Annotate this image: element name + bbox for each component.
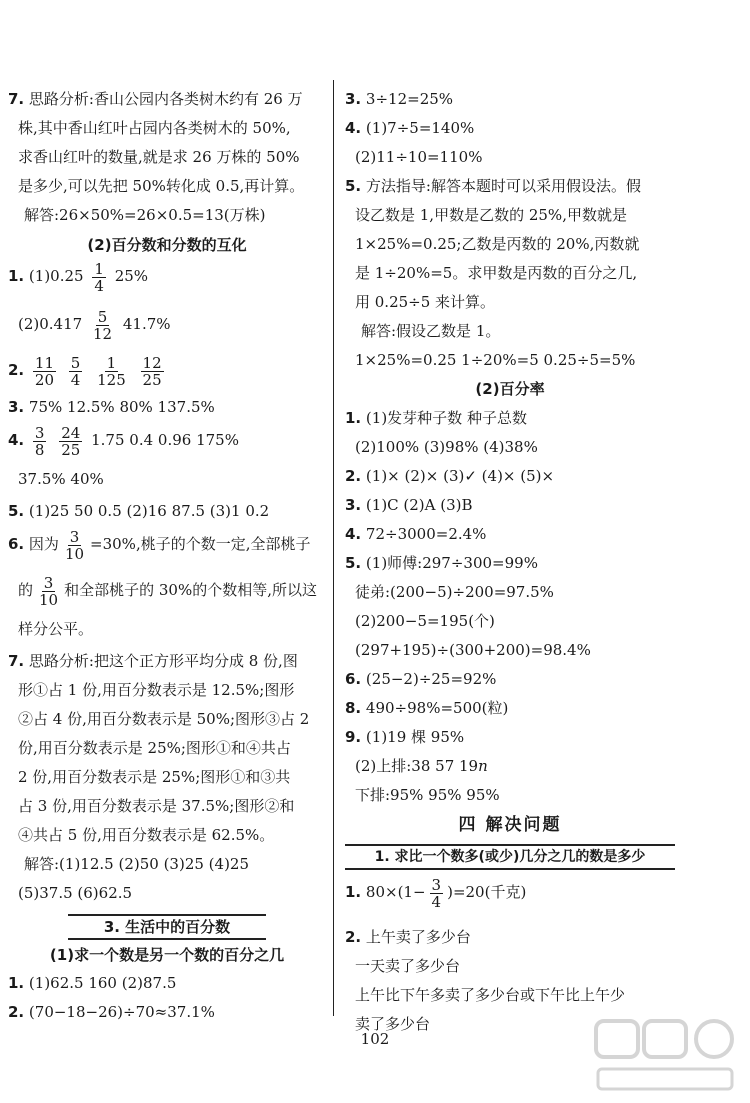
k1-line1: 1. (1)发芽种子数 种子总数	[345, 409, 527, 427]
i5-line: 5. (1)25 50 0.5 (2)16 87.5 (3)1 0.2	[8, 502, 270, 520]
m2-line2: 一天卖了多少台	[355, 957, 461, 975]
i7-line4: 份,用百分数表示是 25%;图形①和④共占	[18, 739, 291, 757]
fraction: $\frac{5}{12}$	[92, 307, 113, 343]
i6-line1: 6. 因为 $\frac{3}{10}$ =30%,桃子的个数一定,全部桃子	[8, 527, 311, 563]
subsection-title: 1. 求比一个数多(或少)几分之几的数是多少	[345, 844, 675, 870]
q7a-answer: 解答:26×50%=26×0.5=13(万株)	[24, 206, 266, 224]
fraction: $\frac{1}{125}$	[97, 353, 126, 389]
heading-percent-rate: (2)百分率	[475, 380, 545, 398]
r4-line2: (2)11÷10=110%	[355, 148, 483, 166]
i3-line: 3. 75% 12.5% 80% 137.5%	[8, 398, 215, 416]
fraction: $\frac{3}{8}$	[34, 423, 45, 459]
q7a-number: 7.	[8, 90, 25, 108]
heading-life-percent: 3. 生活中的百分数	[68, 914, 266, 940]
i7-line5: 2 份,用百分数表示是 25%;图形①和③共	[18, 768, 291, 786]
k9-line3: 下排:95% 95% 95%	[355, 786, 500, 804]
r5-line4: 是 1÷20%=5。求甲数是丙数的百分之几,	[355, 264, 638, 282]
heading-percent-fraction: (2)百分数和分数的互化	[87, 236, 247, 254]
k4-line: 4. 72÷3000=2.4%	[345, 525, 487, 543]
k2-line: 2. (1)× (2)× (3)✓ (4)× (5)×	[345, 467, 555, 485]
fraction: $\frac{3}{4}$	[431, 875, 442, 911]
q7a-line1: 7. 思路分析:香山公园内各类树木约有 26 万	[8, 90, 303, 108]
j1-line: 1. (1)62.5 160 (2)87.5	[8, 974, 177, 992]
i4-line2: 37.5% 40%	[18, 470, 104, 488]
q7a-line3: 求香山红叶的数量,就是求 26 万株的 50%	[18, 148, 300, 166]
k5-line3: (2)200−5=195(个)	[355, 612, 495, 630]
m2-line3: 上午比下午多卖了多少台或下午比上午少	[355, 986, 626, 1004]
m1-line: 1. 80×(1− $\frac{3}{4}$ )=20(千克)	[345, 875, 527, 911]
i1-line2: (2)0.417 $\frac{5}{12}$ 41.7%	[18, 307, 171, 343]
r5-line2: 设乙数是 1,甲数是乙数的 25%,甲数就是	[355, 206, 627, 224]
fraction: $\frac{11}{20}$	[34, 353, 55, 389]
r5-line1: 5. 方法指导:解答本题时可以采用假设法。假	[345, 177, 641, 195]
fraction: $\frac{1}{4}$	[94, 259, 104, 295]
page-number: 102	[360, 1030, 390, 1048]
k6-line: 6. (25−2)÷25=92%	[345, 670, 497, 688]
fraction: $\frac{3}{10}$	[39, 573, 59, 609]
k8-line: 8. 490÷98%=500(粒)	[345, 699, 509, 717]
r5-answer1: 解答:假设乙数是 1。	[361, 322, 501, 340]
fraction: $\frac{24}{25}$	[61, 423, 81, 459]
r3-line: 3. 3÷12=25%	[345, 90, 454, 108]
q7a-line2: 株,其中香山红叶占园内各类树木的 50%,	[18, 119, 291, 137]
k1-line2: (2)100% (3)98% (4)38%	[355, 438, 538, 456]
i7-line3: ②占 4 份,用百分数表示是 50%;图形③占 2	[18, 710, 310, 728]
i6-line2: 的 $\frac{3}{10}$ 和全部桃子的 30%的个数相等,所以这	[18, 573, 317, 609]
i7-line1: 7. 思路分析:把这个正方形平均分成 8 份,图	[8, 652, 298, 670]
i1-line1: 1. (1)0.25 $\frac{1}{4}$ 25%	[8, 259, 149, 295]
r5-line5: 用 0.25÷5 来计算。	[355, 293, 496, 311]
heading-what-percent: (1)求一个数是另一个数的百分之几	[49, 946, 285, 964]
fraction: $\frac{3}{10}$	[64, 527, 85, 563]
k9-line2: (2)上排:38 57 19n	[355, 757, 488, 775]
m2-line4: 卖了多少台	[355, 1015, 431, 1033]
k5-line4: (297+195)÷(300+200)=98.4%	[355, 641, 591, 659]
k9-line1: 9. (1)19 棵 95%	[345, 728, 465, 746]
fraction: $\frac{5}{4}$	[70, 353, 81, 389]
fraction: $\frac{12}{25}$	[142, 353, 162, 389]
watermark-logo	[590, 1015, 740, 1095]
section-title: 四 解决问题	[458, 815, 562, 835]
m2-line1: 2. 上午卖了多少台	[345, 928, 471, 946]
r5-answer2: 1×25%=0.25 1÷20%=5 0.25÷5=5%	[355, 351, 636, 369]
r4-line1: 4. (1)7÷5=140%	[345, 119, 475, 137]
i7-answer1: 解答:(1)12.5 (2)50 (3)25 (4)25	[24, 855, 250, 873]
i7-line6: 占 3 份,用百分数表示是 37.5%;图形②和	[18, 797, 295, 815]
j2-line: 2. (70−18−26)÷70≈37.1%	[8, 1003, 215, 1021]
k5-line2: 徒弟:(200−5)÷200=97.5%	[355, 583, 554, 601]
i7-answer2: (5)37.5 (6)62.5	[18, 884, 133, 902]
i6-line3: 样分公平。	[18, 620, 94, 638]
k3-line: 3. (1)C (2)A (3)B	[345, 496, 473, 514]
column-divider	[333, 80, 334, 1016]
i7-line2: 形①占 1 份,用百分数表示是 12.5%;图形	[18, 681, 295, 699]
k5-line1: 5. (1)师傅:297÷300=99%	[345, 554, 538, 572]
i4-line1: 4. $\frac{3}{8}$ $\frac{24}{25}$ 1.75 0.4 0.96 175%	[8, 423, 239, 459]
r5-line3: 1×25%=0.25;乙数是丙数的 20%,丙数就	[355, 235, 640, 253]
q7a-line4: 是多少,可以先把 50%转化成 0.5,再计算。	[18, 177, 305, 195]
i7-line7: ④共占 5 份,用百分数表示是 62.5%。	[18, 826, 275, 844]
i2-line: 2. $\frac{11}{20}$ $\frac{5}{4}$ $\frac{1}{125}$ $\frac{12}{25}$	[8, 353, 162, 389]
